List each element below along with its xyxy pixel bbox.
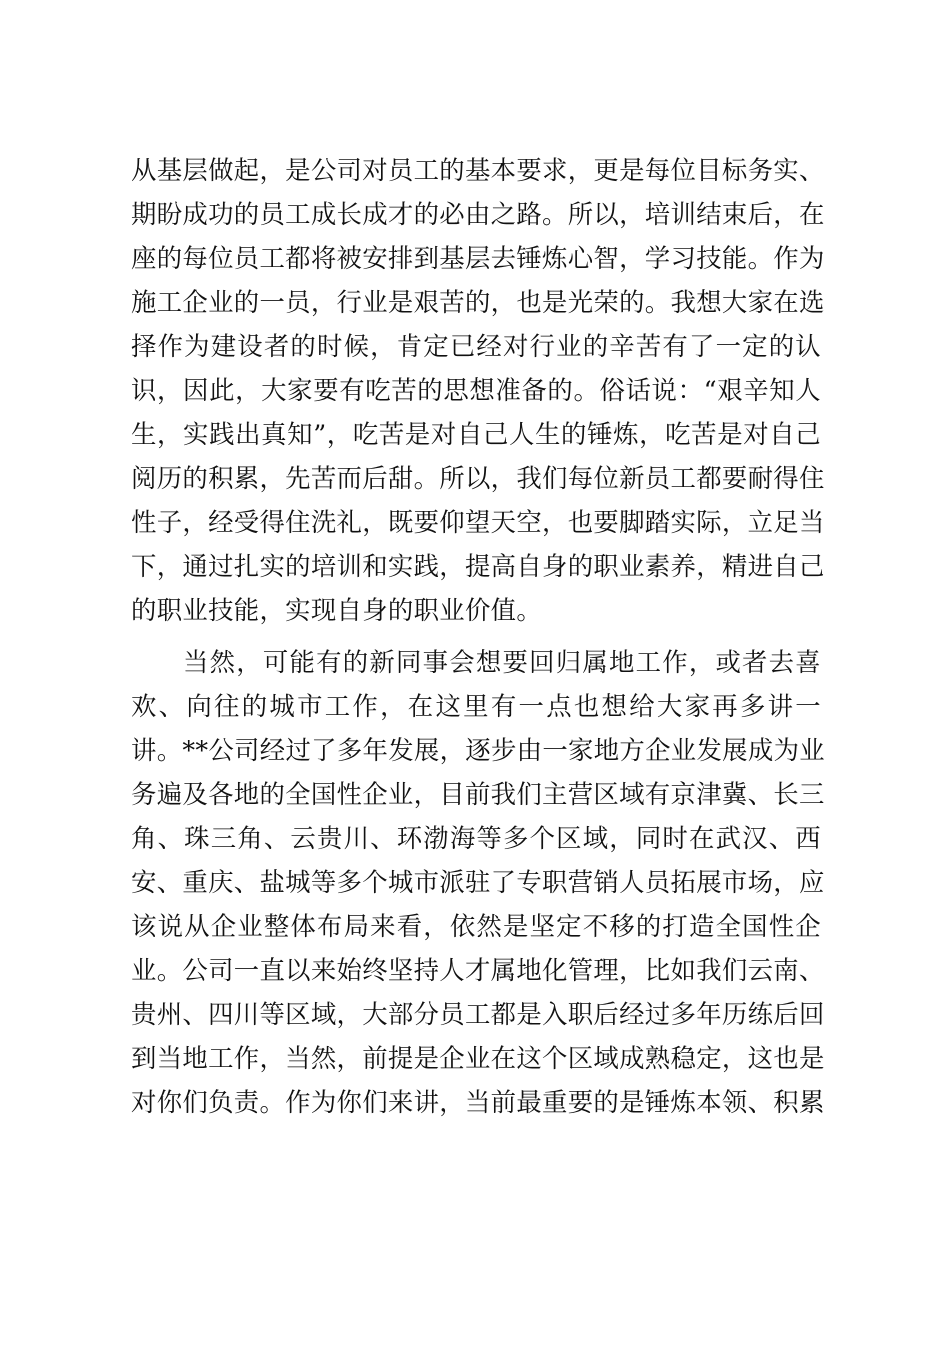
paragraph-gap xyxy=(131,632,821,640)
text-line: 性子，经受得住洗礼，既要仰望天空，也要脚踏实际，立足当 xyxy=(131,507,825,537)
text-line: 业。公司一直以来始终坚持人才属地化管理，比如我们云南、 xyxy=(131,955,825,985)
text-line: 的职业技能，实现自身的职业价值。 xyxy=(131,595,543,625)
text-line: 识，因此，大家要有吃苦的思想准备的。俗话说：“艰辛知人 xyxy=(131,375,821,405)
paragraph-2 xyxy=(131,640,825,1124)
paragraph-1 xyxy=(131,148,825,632)
text-line: 该说从企业整体布局来看，依然是坚定不移的打造全国性企 xyxy=(131,911,821,941)
text-line: 对你们负责。作为你们来讲，当前最重要的是锤炼本领、积累 xyxy=(131,1087,825,1117)
text-line: 择作为建设者的时候，肯定已经对行业的辛苦有了一定的认 xyxy=(131,331,821,361)
body-text xyxy=(131,148,825,1124)
text-line: 下，通过扎实的培训和实践，提高自身的职业素养，精进自己 xyxy=(131,551,825,581)
text-line: 角、珠三角、云贵川、环渤海等多个区域，同时在武汉、西 xyxy=(131,823,821,853)
text-line: 贵州、四川等区域，大部分员工都是入职后经过多年历练后回 xyxy=(131,999,825,1029)
text-line: 座的每位员工都将被安排到基层去锤炼心智，学习技能。作为 xyxy=(131,243,825,273)
text-line: 务遍及各地的全国性企业，目前我们主营区域有京津冀、长三 xyxy=(131,779,825,809)
text-line: 当然，可能有的新同事会想要回归属地工作，或者去喜 xyxy=(183,647,821,677)
text-line: 生，实践出真知”，吃苦是对自己人生的锤炼，吃苦是对自己 xyxy=(131,419,821,449)
text-line: 到当地工作，当然，前提是企业在这个区域成熟稳定，这也是 xyxy=(131,1043,825,1073)
text-line: 从基层做起，是公司对员工的基本要求，更是每位目标务实、 xyxy=(131,155,825,185)
text-line: 施工企业的一员，行业是艰苦的，也是光荣的。我想大家在选 xyxy=(131,287,825,317)
text-line: 安、重庆、盐城等多个城市派驻了专职营销人员拓展市场，应 xyxy=(131,867,825,897)
text-line: 欢、向往的城市工作，在这里有一点也想给大家再多讲一 xyxy=(131,691,821,721)
text-line: 讲。**公司经过了多年发展，逐步由一家地方企业发展成为业 xyxy=(131,735,825,765)
text-line: 阅历的积累，先苦而后甜。所以，我们每位新员工都要耐得住 xyxy=(131,463,825,493)
text-line: 期盼成功的员工成长成才的必由之路。所以，培训结束后，在 xyxy=(131,199,825,229)
